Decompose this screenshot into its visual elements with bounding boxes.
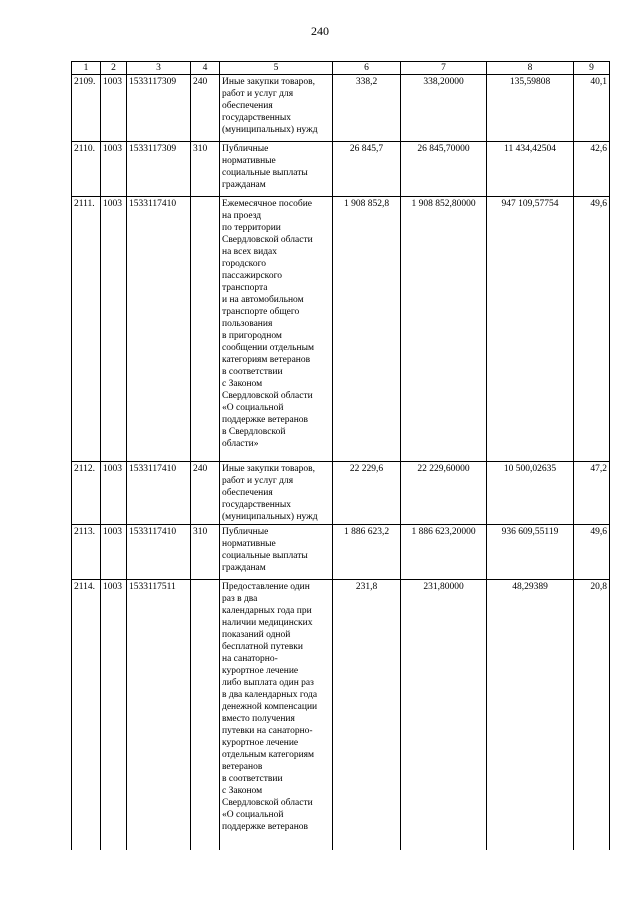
table-row [72,462,610,525]
item-name-line: Ежемесячное пособие [222,199,312,209]
item-name-line: городского [222,259,266,269]
header-cell-6: 6 [333,62,401,75]
item-name [220,580,333,850]
row-number: 2112. [72,462,101,525]
amount-col8: 947 109,57754 [487,197,574,462]
item-name-line: Иные закупки товаров, [222,464,315,474]
item-name [220,197,333,462]
item-name-line: нормативные [222,156,276,166]
item-name-line: Предоставление один [222,582,310,592]
item-name-line: работ и услуг для [222,89,294,99]
section-code: 1003 [101,197,127,462]
target-code: 1533117309 [127,75,191,142]
item-name-line: в соответствии [222,774,283,784]
item-name-line: поддержке ветеранов [222,822,309,832]
item-name-line: социальные выплаты [222,551,308,561]
header-cell-7: 7 [401,62,487,75]
item-name [220,525,333,580]
item-name-line: социальные выплаты [222,168,308,178]
target-code: 1533117410 [127,197,191,462]
amount-col8: 48,29389 [487,580,574,850]
amount-col6: 231,8 [333,580,401,850]
item-name-line: транспорте общего [222,307,300,317]
header-cell-9: 9 [574,62,610,75]
item-name-line: пассажирского [222,271,282,281]
table-row [72,525,610,580]
item-name-line: календарных года при [222,606,312,616]
item-name-line: бесплатной путевки [222,642,304,652]
item-name-line: и на автомобильном [222,295,304,305]
row-number: 2111. [72,197,101,462]
header-cell-2: 2 [101,62,127,75]
amount-col6: 26 845,7 [333,142,401,197]
item-name-line: по территории [222,223,281,233]
item-name-line: на всех видах [222,247,278,257]
section-code: 1003 [101,75,127,142]
section-code: 1003 [101,580,127,850]
item-name-line: работ и услуг для [222,476,294,486]
item-name-line: вместо получения [222,714,295,724]
item-name-line: Публичные [222,144,269,154]
item-name-line: нормативные [222,539,276,549]
row-number: 2110. [72,142,101,197]
item-name-line: наличии медицинских [222,618,313,628]
percent-col9: 49,6 [574,197,610,462]
row-number: 2114. [72,580,101,850]
section-code: 1003 [101,142,127,197]
amount-col7: 22 229,60000 [401,462,487,525]
amount-col7: 1 908 852,80000 [401,197,487,462]
item-name [220,462,333,525]
target-code: 1533117410 [127,462,191,525]
section-code: 1003 [101,462,127,525]
item-name-line: (муниципальных) нужд [222,125,318,135]
table-row [72,197,610,462]
expense-type: 240 [191,462,220,525]
amount-col6: 338,2 [333,75,401,142]
item-name-line: курортное лечение [222,666,299,676]
expense-type: 310 [191,142,220,197]
header-cell-8: 8 [487,62,574,75]
item-name-line: денежной компенсации [222,702,318,712]
expense-type: 240 [191,75,220,142]
header-cell-5: 5 [220,62,333,75]
item-name-line: Свердловской области [222,391,313,401]
item-name-line: в пригородном [222,331,282,341]
row-number: 2109. [72,75,101,142]
item-name-line: раз в два [222,594,258,604]
item-name-line: обеспечения [222,488,273,498]
table-body [72,75,610,850]
percent-col9: 42,6 [574,142,610,197]
item-name-line: с Законом [222,379,263,389]
percent-col9: 40,1 [574,75,610,142]
header-cell-1: 1 [72,62,101,75]
amount-col8: 11 434,42504 [487,142,574,197]
item-name-line: сообщении отдельным [222,343,314,353]
item-name-line: Иные закупки товаров, [222,77,315,87]
header-cell-3: 3 [127,62,191,75]
item-name-line: показаний одной [222,630,291,640]
page-number: 240 [311,24,329,38]
item-name-line: обеспечения [222,101,273,111]
amount-col7: 26 845,70000 [401,142,487,197]
item-name [220,75,333,142]
expense-type [191,197,220,462]
item-name-line: поддержке ветеранов [222,415,309,425]
item-name-line: гражданам [222,180,266,190]
amount-col8: 10 500,02635 [487,462,574,525]
item-name-line: на санаторно- [222,654,278,664]
expense-type: 310 [191,525,220,580]
item-name-line: Публичные [222,527,269,537]
budget-table [71,61,610,850]
target-code: 1533117410 [127,525,191,580]
item-name-line: транспорта [222,283,268,293]
item-name [220,142,333,197]
percent-col9: 49,6 [574,525,610,580]
expense-type [191,580,220,850]
amount-col7: 231,80000 [401,580,487,850]
amount-col6: 1 886 623,2 [333,525,401,580]
item-name-line: Свердловской области [222,235,313,245]
item-name-line: государственных [222,113,292,123]
item-name-line: на проезд [222,211,262,221]
table-row [72,580,610,850]
item-name-line: либо выплата один раз [222,678,314,688]
item-name-line: курортное лечение [222,738,299,748]
item-name-line: отдельным категориям [222,750,315,760]
item-name-line: в Свердловской [222,427,286,437]
item-name-line: области» [222,439,259,449]
table-header [72,62,610,75]
amount-col6: 1 908 852,8 [333,197,401,462]
item-name-line: путевки на санаторно- [222,726,313,736]
item-name-line: Свердловской области [222,798,313,808]
header-row [72,62,610,75]
target-code: 1533117309 [127,142,191,197]
table-row [72,142,610,197]
amount-col8: 936 609,55119 [487,525,574,580]
table-row [72,75,610,142]
item-name-line: гражданам [222,563,266,573]
amount-col8: 135,59808 [487,75,574,142]
item-name-line: (муниципальных) нужд [222,512,318,522]
item-name-line: в два календарных года [222,690,318,700]
percent-col9: 20,8 [574,580,610,850]
amount-col7: 1 886 623,20000 [401,525,487,580]
item-name-line: категориям ветеранов [222,355,311,365]
amount-col6: 22 229,6 [333,462,401,525]
item-name-line: пользования [222,319,273,329]
item-name-line: «О социальной [222,810,284,820]
item-name-line: государственных [222,500,292,510]
item-name-line: ветеранов [222,762,263,772]
percent-col9: 47,2 [574,462,610,525]
section-code: 1003 [101,525,127,580]
header-cell-4: 4 [191,62,220,75]
target-code: 1533117511 [127,580,191,850]
amount-col7: 338,20000 [401,75,487,142]
item-name-line: в соответствии [222,367,283,377]
row-number: 2113. [72,525,101,580]
item-name-line: «О социальной [222,403,284,413]
item-name-line: с Законом [222,786,263,796]
